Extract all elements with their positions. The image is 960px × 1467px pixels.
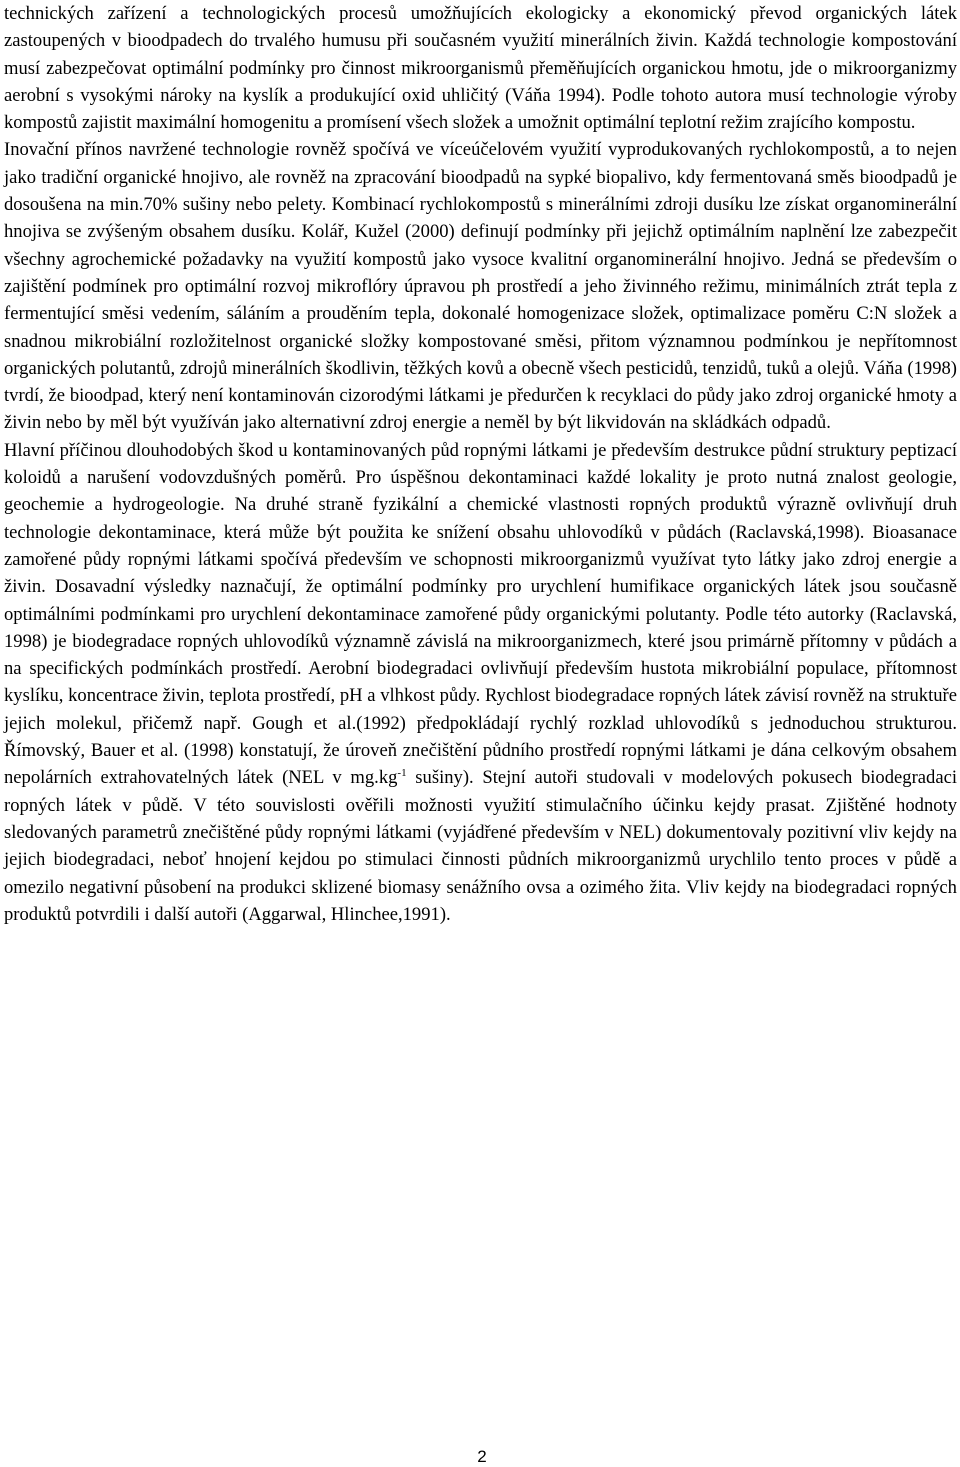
text-line: lze zabezpečit všechny agrochemické požadavky na využití kompostů jako vysoce kvalitní	[4, 221, 957, 270]
superscript-exponent: -1	[397, 767, 407, 780]
text-line: Inovační přínos navržené technologie rovněž spočívá ve víceúčelovém využití vyprodukovaných	[4, 139, 743, 161]
text-line: vedením, sáláním a prouděním tepla, dokonalé homogenizace složek, optimalizace poměru C:N	[151, 303, 888, 325]
text-line: těžkých kovů a obecně všech pesticidů, tenzidů, tuků a olejů. Váňa (1998) tvrdí, že bioodpad, který	[4, 357, 957, 407]
text-line: s jednoduchou strukturou. Římovský, Bauer et al. (1998) konstatují, že úroveň znečištění	[4, 712, 957, 762]
text-line: hmoty a živin nebo by měl být využíván jako alternativní zdroj energie a neměl by být likvidován	[4, 385, 957, 434]
text-line: Bioasanace zamořené půdy ropnými látkami spočívá především ve schopnosti mikroorganizmů	[4, 521, 958, 570]
page-number: 2	[477, 1447, 487, 1466]
text-line: organominerální hnojivo. Jedná se především o zajištění podmínek pro optimální rozvoj mikroflóry	[4, 248, 957, 297]
text-line: straně fyzikální a chemické vlastnosti ropných produktů výrazně ovlivňují druh technologie	[4, 494, 957, 543]
text-line: zvýšeným obsahem dusíku. Kolář, Kužel (2000) definují podmínky při jejichž optimálním naplnění	[87, 221, 845, 243]
text-line: hodnoty sledovaných parametrů znečištěné půdy ropnými látkami (vyjádřené především v NEL)	[4, 794, 957, 843]
text-line: na skládkách odpadů.	[670, 412, 831, 434]
text-line: dekontaminace, která může být použita ke snížení obsahu uhlovodíků v půdách (Raclavská,1998).	[98, 521, 865, 543]
text-line: 1998) je biodegradace ropných uhlovodíků významně závislá na mikroorganizmech, které jsou	[4, 630, 722, 652]
text-line: prostředí, pH a vlhkost půdy. Rychlost biodegradace ropných látek závisí rovněž na struktuře jejich	[4, 685, 957, 734]
text-line: Hlavní příčinou dlouhodobých škod u kontaminovaných půd ropnými látkami je především	[4, 439, 689, 461]
paragraph-innovation	[4, 136, 957, 436]
text-line: využívat tyto látky jako zdroj energie a živin. Dosavadní výsledky naznačují, že optimální	[4, 548, 957, 598]
text-fragment: sušiny). Stejní autoři studovali v modelových pokusech biodegradaci ropných	[4, 767, 957, 816]
text-fragment: (NEL v mg.kg	[282, 767, 398, 789]
text-line: s vysokými nároky na kyslík a produkující oxid uhličitý (Váňa 1994). Podle tohoto autora musí	[66, 84, 805, 106]
text-line: půdního prostředí ropnými látkami je dána celkovým obsahem nepolárních extrahovatelných látek	[4, 740, 957, 789]
body-text	[4, 0, 957, 928]
text-line: minerálních živin. Každá technologie kompostování musí zabezpečovat optimální podmínky pro	[4, 30, 957, 79]
text-line: technických zařízení a technologických procesů umožňujících ekologicky a ekonomický převod	[4, 3, 802, 24]
text-line: primárně přítomny v půdách a na specifických podmínkách prostředí. Aerobní biodegradaci	[4, 630, 957, 680]
text-line: optimální teplotní režim zrajícího kompostu.	[583, 112, 916, 134]
text-line: není kontaminován cizorodými látkami je předurčen k recyklaci do půdy jako zdroj organické	[191, 385, 892, 407]
text-line: produktů potvrdili i další autoři (Aggarwal, Hlinchee,1991).	[4, 903, 451, 925]
text-line: pro urychlení dekontaminace zamořené půdy organickými polutanty. Podle této autorky (Raclavská,	[200, 603, 957, 625]
text-line: látek v půdě. V této souvislosti ověřili možnosti využití stimulačního účinku kejdy prasat. Zjištěné	[75, 794, 886, 816]
paragraph-contamination	[4, 437, 957, 928]
text-line: činnost mikroorganismů přeměňujících organickou hmotu, jde o mikroorganizmy aerobní	[4, 57, 957, 106]
text-line: molekul, přičemž např. Gough et al.(1992) předpokládají rychlý rozklad uhlovodíků	[56, 712, 740, 734]
text-line: podmínky pro urychlení humifikace organických látek jsou současně optimálními podmínkami	[4, 576, 958, 625]
text-line: organických látek zastoupených v bioodpadech do trvalého humusu při současném využití	[4, 3, 957, 52]
text-line: složek a snadnou mikrobiální rozložitelnost organické složky kompostované směsi, přitom	[4, 303, 958, 352]
text-line: Kombinací rychlokompostů s minerálními zdroji dusíku lze získat organominerální hnojiva se	[4, 194, 957, 243]
text-line: úpravou ph prostředí a jeho živinného režimu, minimálních ztrát tepla z fermentující směsi	[4, 275, 957, 325]
paragraph-composting	[4, 0, 957, 136]
text-line: významnou podmínkou je nepřítomnost organických polutantů, zdrojů minerálních škodlivin,	[4, 330, 957, 379]
text-line: ovlivňují především hustota mikrobiální populace, přítomnost kyslíku, koncentrace živin, teplota	[4, 658, 957, 707]
page-number-container	[0, 1447, 960, 1467]
text-line: rychlokompostů, a to nejen jako tradiční organické hnojivo, ale rovněž na zpracování bioodpadů na	[4, 139, 957, 188]
text-line: dokumentovaly pozitivní vliv kejdy na jejich biodegradaci, neboť hnojení kejdou po stimulaci	[4, 821, 957, 871]
text-line: technologie výroby kompostů zajistit maximální homogenitu a promísení všech složek a umožnit	[4, 84, 957, 134]
text-line: činnosti půdních mikroorganizmů urychlilo tento proces v půdě a omezilo negativní působení na	[4, 849, 957, 898]
text-line: sypké biopalivo, kdy fermentovaná směs bioodpadů je dosoušena na min.70% sušiny nebo pelety.	[4, 166, 957, 216]
text-line: dekontaminaci každé lokality je proto nutná znalost geologie, geochemie a hydrogeologie. Na druhé	[4, 467, 957, 516]
text-line: destrukce půdní struktury peptizací koloidů a narušení vodovzdušných poměrů. Pro úspěšnou	[4, 439, 957, 489]
text-line: produkci sklizené biomasy senážního ovsa a ozimého žita. Vliv kejdy na biodegradaci ropných	[239, 876, 957, 898]
